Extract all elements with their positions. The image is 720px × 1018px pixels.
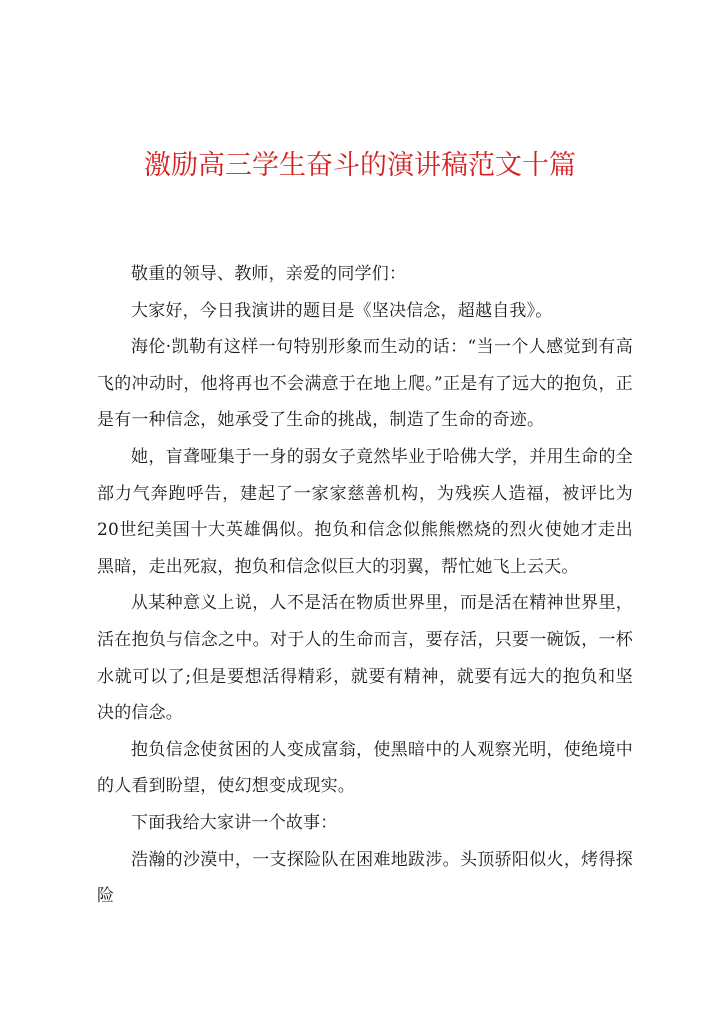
document-body xyxy=(97,256,633,915)
paragraph-desert-story: 浩瀚的沙漠中，一支探险队在困难地跋涉。头顶骄阳似火，烤得探险 xyxy=(97,849,633,907)
paragraph-helen-keller-story: 她，盲聋哑集于一身的弱女子竟然毕业于哈佛大学，并用生命的全部力气奔跑呼告，建起了一家家慈善机构，为残疾人造福，被评比为20世纪美国十大英雄偶似。抱负和信念似熊熊燃烧的烈火使她才走出黑暗，走出死寂，抱负和信念似巨大的羽翼，帮忙她飞上云天。 xyxy=(97,446,633,577)
paragraph-spiritual-world: 从某种意义上说，人不是活在物质世界里，而是活在精神世界里，活在抱负与信念之中。对于人的生命而言，要存活，只要一碗饭，一杯水就可以了;但是要想活得精彩，就要有精神，就要有远大的抱负和坚决的信念。 xyxy=(97,593,633,724)
document-title: 激励高三学生奋斗的演讲稿范文十篇 xyxy=(144,150,576,181)
paragraph-salutation: 敬重的领导、教师，亲爱的同学们： xyxy=(131,264,407,284)
paragraph-greeting: 大家好，今日我演讲的题目是《坚决信念，超越自我》。 xyxy=(131,300,553,321)
paragraph-helen-keller-quote: 海伦·凯勒有这样一句特别形象而生动的话：“当一个人感觉到有高飞的冲动时，他将再也不会满意于在地上爬。”正是有了远大的抱负，正是有一种信念，她承受了生命的挑战，制造了生命的奇迹。 xyxy=(97,337,633,431)
paragraph-belief-power: 抱负信念使贫困的人变成富翁，使黑暗中的人观察光明，使绝境中的人看到盼望，使幻想变成现实。 xyxy=(97,739,633,797)
paragraph-story-intro: 下面我给大家讲一个故事： xyxy=(131,812,338,833)
